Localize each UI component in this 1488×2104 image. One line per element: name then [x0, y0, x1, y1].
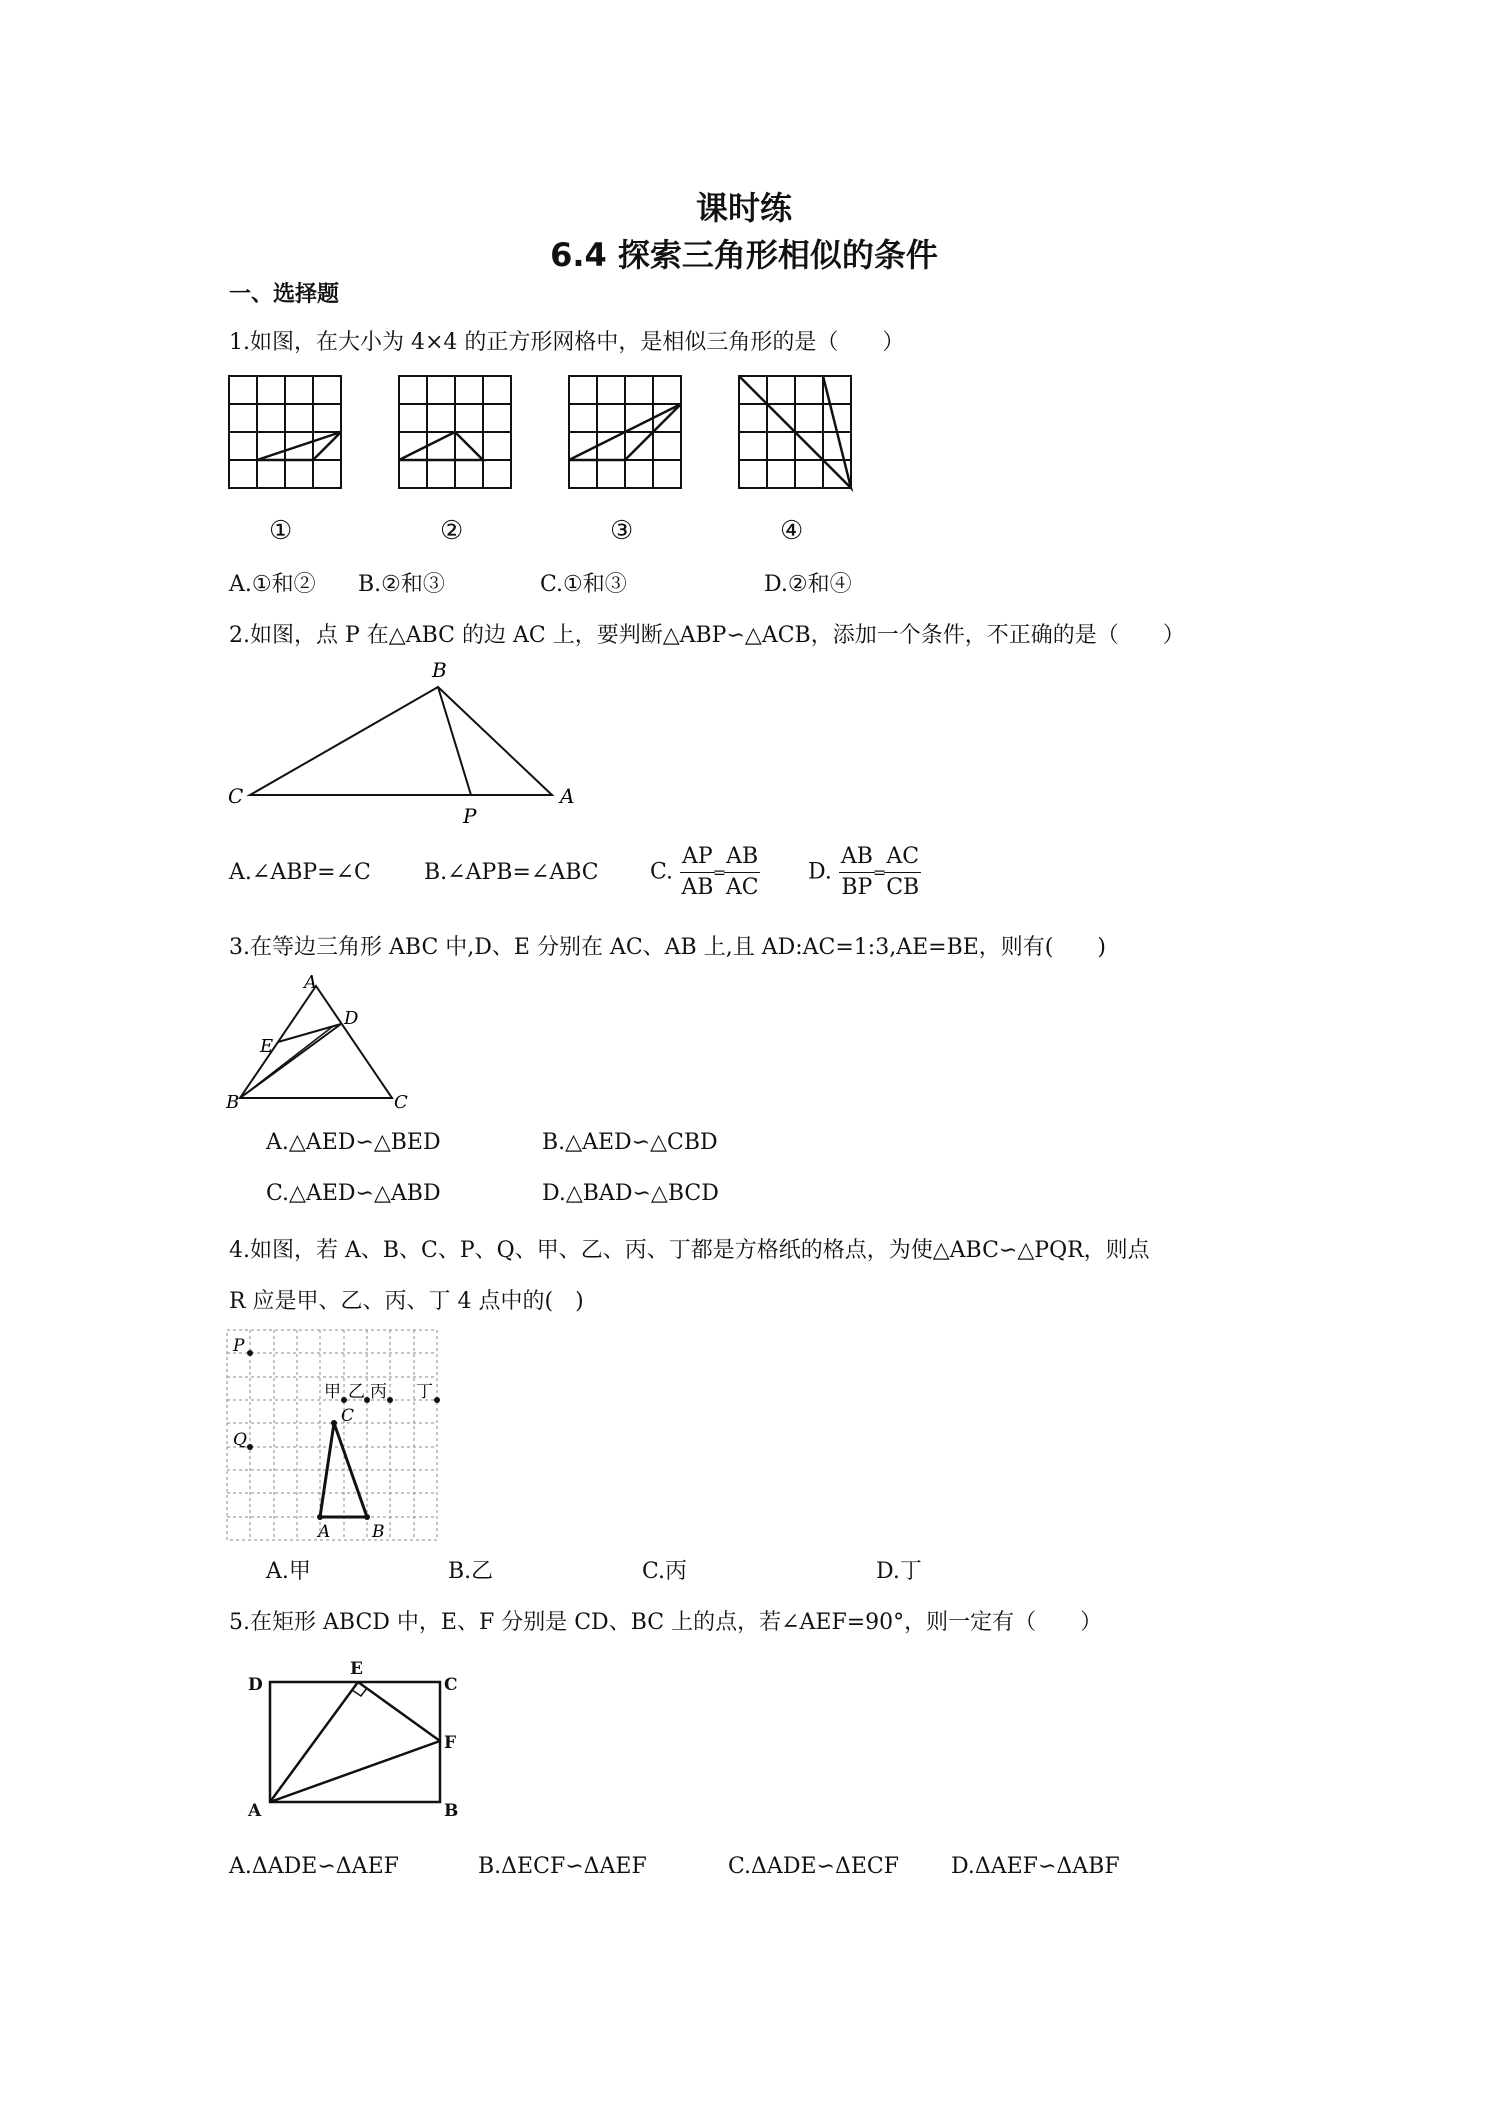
q3-label-D: D	[344, 1008, 359, 1029]
q5-label-C: C	[444, 1675, 458, 1695]
fraction-numerator: AC	[884, 842, 921, 873]
q5-option-c: C.ΔADE∽ΔECF	[728, 1854, 899, 1879]
fraction-denominator: AB	[681, 875, 714, 900]
equals-sign: =	[872, 863, 887, 882]
q4-label-bing: 丙	[370, 1382, 387, 1402]
q2-option-c-fraction-left	[680, 842, 715, 903]
q2-option-d-fraction-right	[884, 842, 921, 903]
q4-option-b: B.乙	[448, 1559, 494, 1584]
q4-label-C: C	[341, 1406, 355, 1426]
grid-3	[569, 376, 681, 488]
question-2-figure	[220, 655, 600, 835]
q1-option-d: D.②和④	[764, 572, 852, 597]
q2-option-d	[808, 842, 921, 903]
q1-option-a: A.①和②	[229, 572, 316, 597]
q4-label-P: P	[233, 1336, 245, 1356]
q2-label-A: A	[560, 784, 575, 808]
fraction-numerator: AB	[839, 842, 875, 873]
q4-label-Q: Q	[233, 1430, 247, 1450]
q5-label-A: A	[248, 1801, 262, 1821]
grid-1	[229, 376, 341, 488]
fraction-numerator: AB	[724, 842, 760, 873]
q5-option-b: B.ΔECF∽ΔAEF	[478, 1854, 647, 1879]
q3-label-B: B	[226, 1092, 240, 1113]
q5-label-F: F	[444, 1733, 457, 1753]
q3-label-E: E	[260, 1036, 274, 1057]
q5-label-E: E	[350, 1659, 363, 1679]
question-1-figure	[225, 372, 875, 552]
q2-label-B: B	[432, 658, 447, 682]
q2-label-C: C	[228, 784, 244, 808]
page-title: 课时练	[695, 189, 792, 227]
section-label: 一、选择题	[229, 282, 340, 307]
q5-label-B: B	[444, 1801, 459, 1821]
q4-option-c: C.丙	[642, 1559, 688, 1584]
grid-2	[399, 376, 511, 488]
fraction-denominator: CB	[886, 875, 920, 900]
q3-option-d: D.△BAD∽△BCD	[542, 1181, 719, 1206]
question-3-text: 3.在等边三角形 ABC 中,D、E 分别在 AC、AB 上,且 AD:AC=1:3,AE=BE，则有( )	[229, 935, 1106, 960]
figure-label-3: ③	[610, 516, 634, 546]
q2-option-d-fraction-left	[839, 842, 875, 903]
q3-option-a: A.△AED∽△BED	[266, 1130, 441, 1155]
q2-option-b: B.∠APB=∠ABC	[424, 860, 599, 885]
fraction-numerator: AP	[680, 842, 715, 873]
question-5-text: 5.在矩形 ABCD 中，E、F 分别是 CD、BC 上的点，若∠AEF=90°，则一定有（ ）	[229, 1610, 1103, 1635]
q3-option-b: B.△AED∽△CBD	[542, 1130, 718, 1155]
question-3-figure	[220, 968, 420, 1118]
q2-option-c-fraction-right	[724, 842, 760, 903]
q2-option-c-prefix: C.	[650, 859, 674, 885]
question-5-figure	[240, 1652, 470, 1822]
q3-label-C: C	[394, 1092, 408, 1113]
q4-label-yi: 乙	[348, 1382, 365, 1402]
q1-option-c: C.①和③	[540, 572, 627, 597]
question-4-figure	[224, 1327, 444, 1547]
question-4-text-line2: R 应是甲、乙、丙、丁 4 点中的( )	[229, 1289, 584, 1314]
q4-label-jia: 甲	[324, 1382, 341, 1402]
grid-4	[739, 376, 851, 488]
q4-label-B: B	[372, 1522, 385, 1542]
q5-label-D: D	[248, 1675, 263, 1695]
page-subtitle: 6.4 探索三角形相似的条件	[550, 236, 938, 274]
figure-label-4: ④	[780, 516, 804, 546]
q2-option-c	[650, 842, 760, 903]
fraction-denominator: BP	[841, 875, 873, 900]
q4-label-ding: 丁	[416, 1382, 433, 1402]
q3-option-c: C.△AED∽△ABD	[266, 1181, 441, 1206]
q5-option-a: A.ΔADE∽ΔAEF	[229, 1854, 399, 1879]
q4-option-a: A.甲	[266, 1559, 311, 1584]
q4-label-A: A	[318, 1522, 331, 1542]
q2-option-d-prefix: D.	[808, 859, 832, 885]
figure-label-1: ①	[269, 516, 293, 546]
question-4-text-line1: 4.如图，若 A、B、C、P、Q、甲、乙、丙、丁都是方格纸的格点，为使△ABC∽△PQR，则点	[229, 1238, 1150, 1263]
fraction-denominator: AC	[725, 875, 759, 900]
q5-option-d: D.ΔAEF∽ΔABF	[951, 1854, 1120, 1879]
q4-option-d: D.丁	[876, 1559, 922, 1584]
figure-label-2: ②	[440, 516, 464, 546]
q2-option-a: A.∠ABP=∠C	[229, 860, 371, 885]
q2-label-P: P	[463, 804, 477, 828]
question-1-text: 1.如图，在大小为 4×4 的正方形网格中，是相似三角形的是（ ）	[229, 330, 905, 355]
q1-option-b: B.②和③	[358, 572, 445, 597]
equals-sign: =	[712, 863, 727, 882]
question-2-text: 2.如图，点 P 在△ABC 的边 AC 上，要判断△ABP∽△ACB，添加一个条件，不正确的是（ ）	[229, 623, 1185, 648]
q3-label-A: A	[304, 972, 317, 993]
